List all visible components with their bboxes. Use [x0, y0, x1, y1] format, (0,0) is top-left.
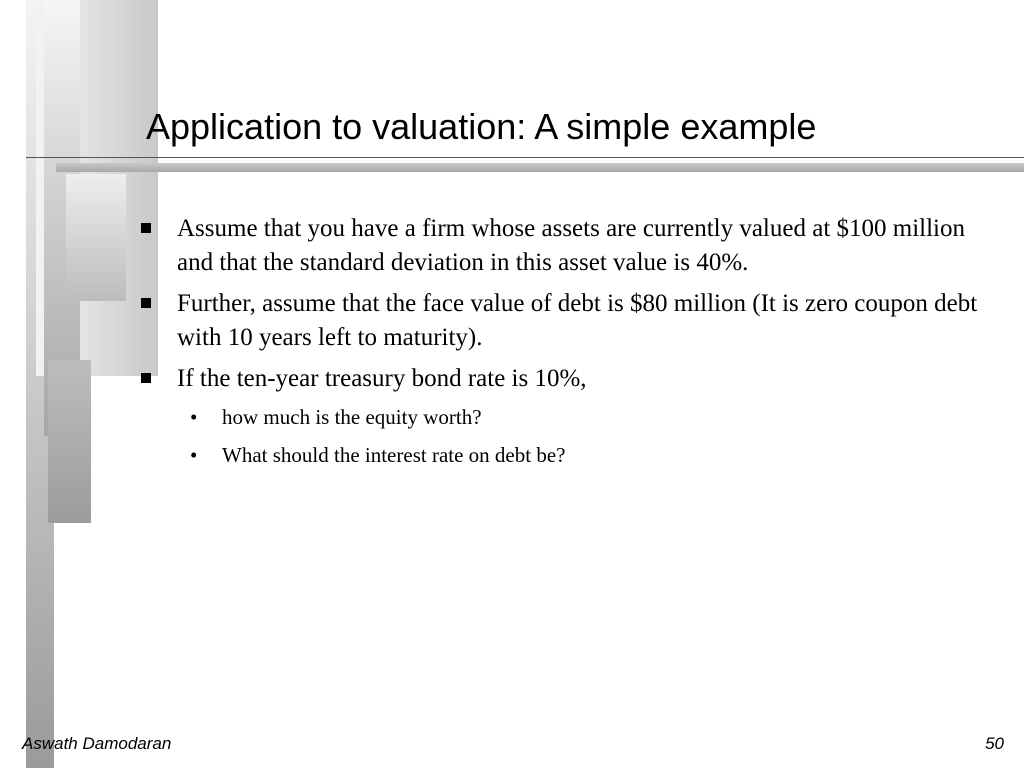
footer-author: Aswath Damodaran: [22, 734, 172, 753]
sub-bullet-list: [140, 403, 1000, 469]
sub-bullet-item: [140, 441, 1000, 469]
sub-bullet-text: how much is the equity worth?: [222, 405, 482, 429]
dot-bullet-icon: •: [190, 443, 198, 467]
bullet-text: Further, assume that the face value of debt is $80 million (It is zero coupon debt with 10 years left to maturity).: [177, 290, 978, 351]
square-bullet-icon: [141, 223, 151, 233]
slide-title: Application to valuation: A simple example: [146, 106, 817, 147]
bullet-item: [140, 212, 1000, 280]
page-number: 50: [985, 734, 1004, 753]
bullet-item: [140, 362, 1000, 396]
slide-content: [140, 212, 1000, 479]
decorative-bar: [66, 174, 126, 301]
bullet-item: [140, 287, 1000, 355]
square-bullet-icon: [141, 298, 151, 308]
decorative-bar: [48, 360, 91, 523]
dot-bullet-icon: •: [190, 405, 198, 429]
bullet-text: Assume that you have a firm whose assets are currently valued at $100 million and that the standard deviation in this asset value is 40%.: [177, 215, 965, 276]
sub-bullet-item: [140, 403, 1000, 431]
sub-bullet-text: What should the interest rate on debt be?: [222, 443, 566, 467]
title-divider: [26, 157, 1024, 158]
bullet-text: If the ten-year treasury bond rate is 10%,: [177, 365, 587, 392]
title-divider-bar: [56, 163, 1024, 172]
square-bullet-icon: [141, 373, 151, 383]
